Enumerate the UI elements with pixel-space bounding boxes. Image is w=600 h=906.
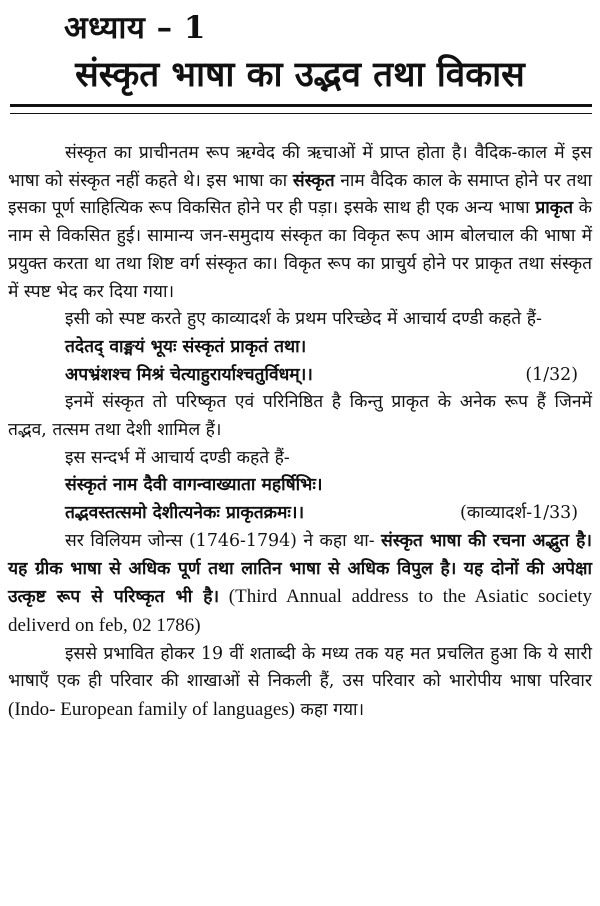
verse2-reference: (काव्यादर्श-1/33): [460, 503, 578, 524]
verse1-line2-row: [8, 362, 592, 390]
chapter-title: संस्कृत भाषा का उद्भव तथा विकास: [75, 54, 525, 95]
para6-text-a: इससे प्रभावित होकर 19 वीं शताब्दी के मध्य तक यह मत प्रचलित हुआ कि ये सारी भाषाएँ एक ही परिवार की शाखाओं से निकली हैं, उस परिवार को भारोपीय भाषा परिवार: [8, 643, 592, 692]
header-rule-thin: [10, 113, 592, 114]
verse2-line2: तद्भवस्तत्समो देशीत्यनेकः प्राकृतक्रमः।।: [65, 503, 305, 524]
para1-text-c: नाम वैदिक काल के समाप्त होने पर तथा इसका पूर्ण साहित्यिक रूप विकसित होने पर ही पड़ा। इसके साथ ही एक अन्य भाषा: [8, 170, 592, 219]
paragraph-3: इनमें संस्कृत तो परिष्कृत एवं परिनिष्ठित है किन्तु प्राकृत के अनेक रूप हैं जिनमें तद्भव, तत्सम तथा देशी शामिल हैं।: [8, 392, 592, 441]
paragraph-1: [8, 140, 592, 306]
para5-bold-quote: संस्कृत भाषा की रचना अद्भुत है। यह ग्रीक भाषा से अधिक पूर्ण तथा लातिन भाषा से अधिक विपुल है। यह दोनों की अपेक्षा उत्कृष्ट रूप से परिष्कृत भी है।: [8, 530, 592, 608]
para5-citation: (Third Annual address to the Asiatic society deliverd on feb, 02 1786): [8, 586, 592, 636]
paragraph-5: [8, 528, 592, 641]
verse1-reference: (1/32): [525, 364, 578, 385]
paragraph-6: [8, 641, 592, 725]
para5-text-a: सर विलियम जोन्स (1746-1794) ने कहा था-: [65, 530, 382, 551]
para1-bold-prakrit: प्राकृत: [535, 198, 573, 219]
paragraph-2: इसी को स्पष्ट करते हुए काव्यादर्श के प्रथम परिच्छेद में आचार्य दण्डी कहते हैं-: [65, 309, 542, 330]
verse1-line2: अपभ्रंशश्च मिश्रं चेत्याहुरार्याश्चतुर्विधम्।।: [65, 364, 313, 385]
verse2-line1: संस्कृतं नाम दैवी वागन्वाख्याता महर्षिभिः।: [65, 475, 323, 496]
para1-text-e: के नाम से विकसित हुई। सामान्य जन-समुदाय संस्कृत का विकृत रूप आम बोलचाल की भाषा में प्रयुक्त करता था तथा शिष्ट वर्ग संस्कृत का। विकृत रूप का प्राचुर्य होने पर प्राकृत तथा संस्कृत में स्पष्ट भेद कर दिया गया।: [8, 198, 593, 302]
para6-text-c: कहा गया।: [295, 700, 365, 721]
header-rule-thick: [10, 104, 592, 107]
para6-english: (Indo- European family of languages): [8, 699, 296, 721]
body-text: [8, 140, 592, 725]
chapter-label: अध्याय – 1: [64, 10, 206, 46]
paragraph-4: इस सन्दर्भ में आचार्य दण्डी कहते हैं-: [65, 447, 290, 468]
para1-text-a: संस्कृत का प्राचीनतम रूप ऋग्वेद की ऋचाओं में प्राप्त होता है। वैदिक-काल में इस भाषा को संस्कृत नहीं कहते थे। इस भाषा का: [8, 143, 592, 191]
para1-bold-sanskrit: संस्कृत: [292, 170, 335, 191]
verse1-line1: तदेतद् वाङ्मयं भूयः संस्कृतं प्राकृतं तथा।: [65, 336, 307, 357]
verse2-line2-row: [8, 500, 592, 528]
